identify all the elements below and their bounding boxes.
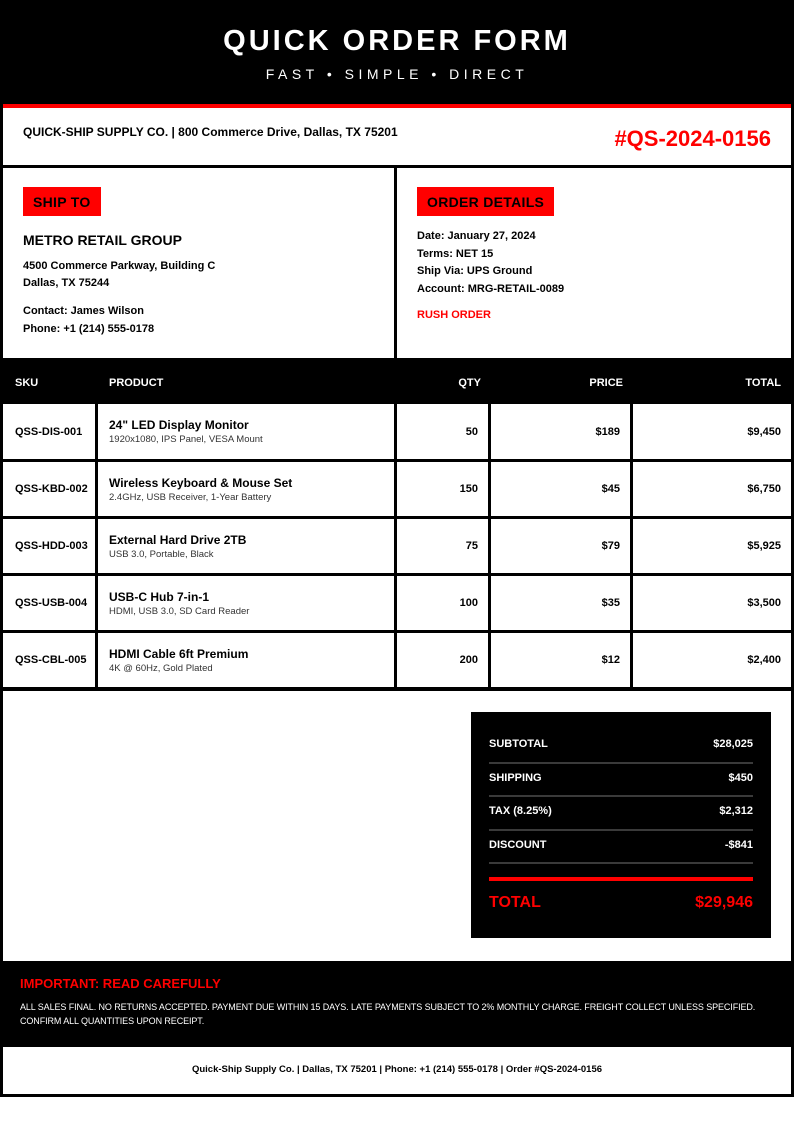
product-description: 2.4GHz, USB Receiver, 1-Year Battery [109,491,272,503]
product-description: 1920x1080, IPS Panel, VESA Mount [109,434,263,445]
shipping-address [23,258,374,292]
qty-cell: 75 [397,519,491,573]
discount-value: -$841 [724,838,753,851]
price-cell: $35 [491,576,633,630]
product-description: 4K @ 60Hz, Gold Plated [109,662,213,674]
customer-name: METRO RETAIL GROUP [23,232,182,248]
items-table-header [3,361,791,404]
product-cell [98,519,397,573]
total-cell: $3,500 [747,597,781,609]
qty-cell: 100 [397,576,491,630]
info-section [3,168,791,361]
notice-text: ALL SALES FINAL. NO RETURNS ACCEPTED. PAYMENT DUE WITHIN 15 DAYS. LATE PAYMENTS SUBJECT TO 2% MONTHLY CHARGE. FREIGHT COLLECT UNLESS SPECIFIED. CONFIRM ALL QUANTITIES UPON RECEIPT. [20,1002,756,1026]
summary-row-tax [489,797,753,831]
sku-cell: QSS-DIS-001 [3,404,98,459]
items-table-body [3,404,791,691]
company-info: QUICK-SHIP SUPPLY CO. | 800 Commerce Drive, Dallas, TX 75201 [23,125,398,139]
total-cell: $5,925 [747,540,781,552]
table-row [3,459,791,516]
form-title: QUICK ORDER FORM [223,25,571,57]
subtotal-value: $28,025 [713,738,753,750]
summary-row-subtotal [489,730,753,764]
order-date: Date: January 27, 2024 [417,230,536,242]
product-cell [98,404,397,459]
product-cell [98,462,397,516]
price-cell: $79 [491,519,633,573]
contact-name: Contact: James Wilson [23,305,144,317]
total-divider [489,877,753,881]
sku-cell: QSS-CBL-005 [3,633,98,687]
price-cell: $12 [491,633,633,687]
form-subtitle: FAST • SIMPLE • DIRECT [265,66,529,82]
shipping-value: $450 [728,771,753,784]
order-account: Account: MRG-RETAIL-0089 [417,283,565,296]
summary-row-shipping [489,764,753,798]
company-strip [3,108,791,168]
table-row [3,404,791,459]
form-header [0,0,794,104]
contact-phone: Phone: +1 (214) 555-0178 [23,323,155,335]
important-notice [0,961,794,1047]
total-cell: $2,400 [747,654,781,666]
product-description: USB 3.0, Portable, Black [109,548,214,560]
summary-row-discount [489,831,753,865]
order-number: #QS-2024-0156 [614,126,771,151]
order-ship-via: Ship Via: UPS Ground [417,265,533,278]
order-summary-box [471,712,771,938]
column-header-total: TOTAL [745,376,781,389]
notice-title: IMPORTANT: READ CAREFULLY [20,976,221,991]
column-header-product: PRODUCT [109,376,164,389]
product-cell [98,576,397,630]
discount-label: DISCOUNT [489,838,547,851]
subtotal-label: SUBTOTAL [489,738,548,750]
tax-value: $2,312 [719,805,753,817]
order-details-list [417,228,771,299]
column-header-qty: QTY [458,376,481,389]
product-cell [98,633,397,687]
sku-cell: QSS-USB-004 [3,576,98,630]
address-line-2: Dallas, TX 75244 [23,277,110,289]
contact-info [23,302,374,338]
summary-row-total [489,894,753,912]
sku-cell: QSS-HDD-003 [3,519,98,573]
order-details-panel [397,168,791,358]
grand-total-label: TOTAL [489,894,541,911]
product-name: Wireless Keyboard & Mouse Set [109,475,293,490]
table-row [3,630,791,687]
table-row [3,573,791,630]
address-line-1: 4500 Commerce Parkway, Building C [23,260,216,272]
table-row [3,516,791,573]
summary-area [3,691,791,961]
product-name: USB-C Hub 7-in-1 [109,589,209,604]
sku-cell: QSS-KBD-002 [3,462,98,516]
order-terms: Terms: NET 15 [417,247,494,260]
ship-to-label: SHIP TO [23,187,101,216]
page-footer: Quick-Ship Supply Co. | Dallas, TX 75201 | Phone: +1 (214) 555-0178 | Order #QS-2024-0156 [191,1064,603,1075]
tax-label: TAX (8.25%) [489,805,552,817]
price-cell: $189 [491,404,633,459]
rush-order-flag: RUSH ORDER [417,308,491,321]
product-description: HDMI, USB 3.0, SD Card Reader [109,605,250,617]
grand-total-value: $29,946 [695,894,753,911]
qty-cell: 200 [397,633,491,687]
column-header-price: PRICE [589,376,623,389]
qty-cell: 50 [397,404,491,459]
product-name: HDMI Cable 6ft Premium [109,646,249,661]
price-cell: $45 [491,462,633,516]
shipping-label: SHIPPING [489,771,542,784]
product-name: External Hard Drive 2TB [109,532,247,547]
total-cell: $9,450 [747,425,781,438]
order-details-label: ORDER DETAILS [417,187,554,216]
column-header-sku: SKU [15,376,39,389]
total-cell: $6,750 [747,483,781,495]
qty-cell: 150 [397,462,491,516]
product-name: 24" LED Display Monitor [109,418,249,432]
ship-to-panel [3,168,397,358]
